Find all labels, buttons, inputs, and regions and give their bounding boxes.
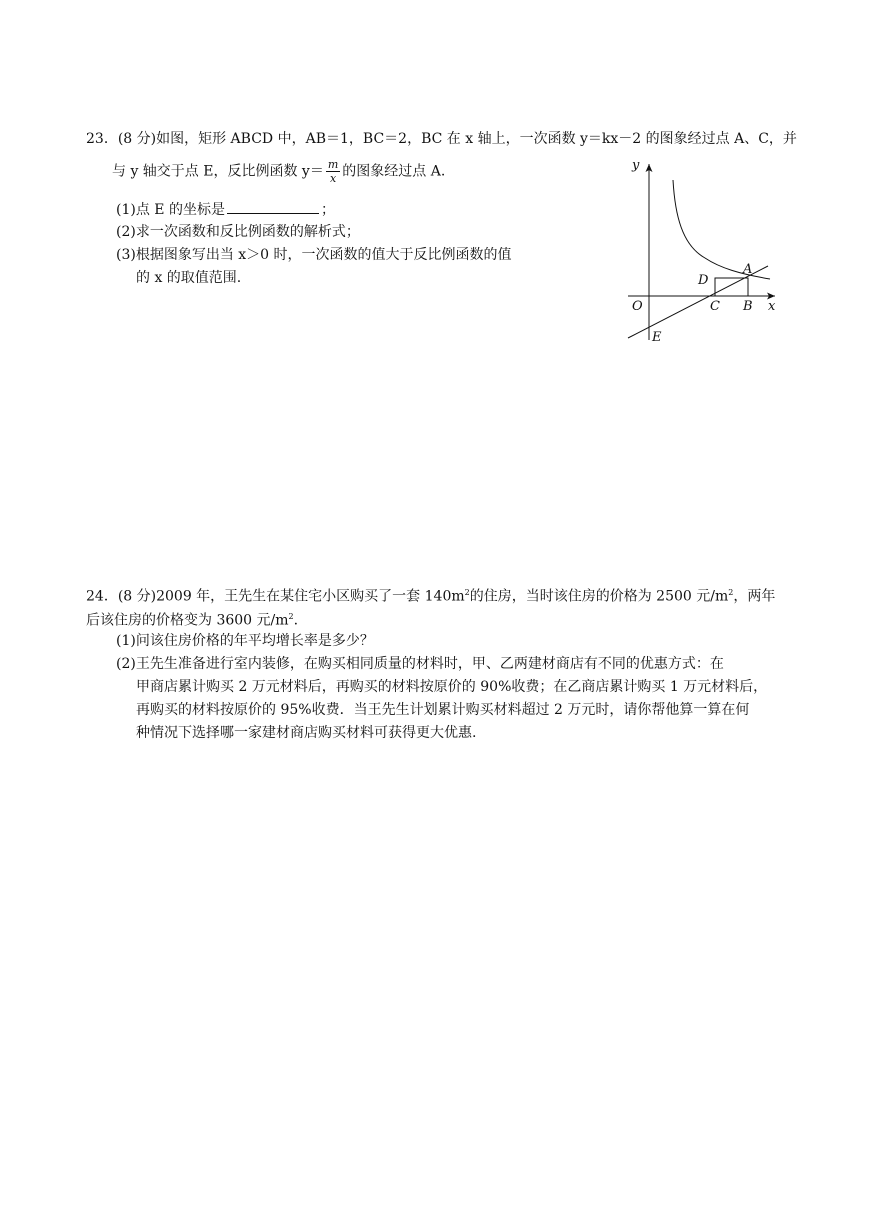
fraction-denominator: x	[329, 172, 337, 185]
q24-sub1: (1)问该住房价格的年平均增长率是多少？	[116, 633, 374, 649]
q24-line1-a: 24．(8 分)2009 年，王先生在某住宅小区购买了一套 140m	[86, 588, 465, 605]
q23-stem-line2-text: 与 y 轴交于点 E，反比例函数 y＝	[112, 163, 324, 180]
q24-line2-b: .	[293, 612, 299, 629]
q23-sub1	[116, 199, 335, 220]
label-O: O	[632, 299, 643, 314]
q24-stem-line1	[86, 583, 775, 607]
q23-sub1-text: (1)点 E 的坐标是	[116, 202, 225, 218]
q23-sub1-tail: ；	[320, 202, 335, 218]
q23-sub3-line1: (3)根据图象写出当 x＞0 时，一次函数的值大于反比例函数的值	[116, 247, 512, 263]
q24-line2-a: 后该住房的价格变为 3600 元/m	[86, 612, 289, 629]
label-D: D	[698, 273, 709, 288]
label-A: A	[743, 262, 753, 277]
fraction-numerator: m	[327, 158, 339, 171]
fraction-m-over-x	[326, 158, 340, 185]
q24-sub2-line3: 再购买的材料按原价的 95%收费．当王先生计划累计购买材料超过 2 万元时，请你帮他算一算在何	[136, 702, 750, 718]
superscript-2: 2	[464, 588, 470, 597]
q24-sub2-line1: (2)王先生准备进行室内装修，在购买相同质量的材料时，甲、乙两建材商店有不同的优惠方式：在	[116, 656, 724, 672]
label-C: C	[710, 299, 720, 314]
q24-sub2-line2: 甲商店累计购买 2 万元材料后，再购买的材料按原价的 90%收费；在乙商店累计购买 1 万元材料后，	[136, 679, 768, 695]
label-E: E	[652, 330, 662, 345]
q23-sub3-line2: 的 x 的取值范围.	[136, 270, 242, 286]
hyperbola-curve	[673, 180, 770, 279]
label-B: B	[743, 299, 753, 314]
q23-stem-line2	[112, 158, 445, 185]
coordinate-figure	[610, 150, 800, 350]
q24-sub2-line4: 种情况下选择哪一家建材商店购买材料可获得更大优惠.	[136, 725, 477, 741]
label-y: y	[632, 158, 640, 173]
q23-sub2: (2)求一次函数和反比例函数的解析式；	[116, 224, 360, 240]
q24-stem-line2	[86, 607, 298, 631]
q24-line1-b: 的住房，当时该住房的价格为 2500 元/m	[469, 588, 729, 605]
superscript-2: 2	[728, 588, 734, 597]
superscript-2: 2	[288, 612, 294, 621]
q24-line1-c: ，两年	[733, 588, 776, 605]
label-x: x	[768, 299, 776, 314]
answer-blank[interactable]	[227, 199, 319, 214]
q23-stem-line2-tail: 的图象经过点 A.	[342, 163, 446, 180]
q23-stem-line1: 23．(8 分)如图，矩形 ABCD 中，AB＝1，BC＝2，BC 在 x 轴上，一次函数 y＝kx－2 的图象经过点 A、C，并	[86, 131, 797, 147]
rectangle-ABCD	[715, 278, 748, 296]
